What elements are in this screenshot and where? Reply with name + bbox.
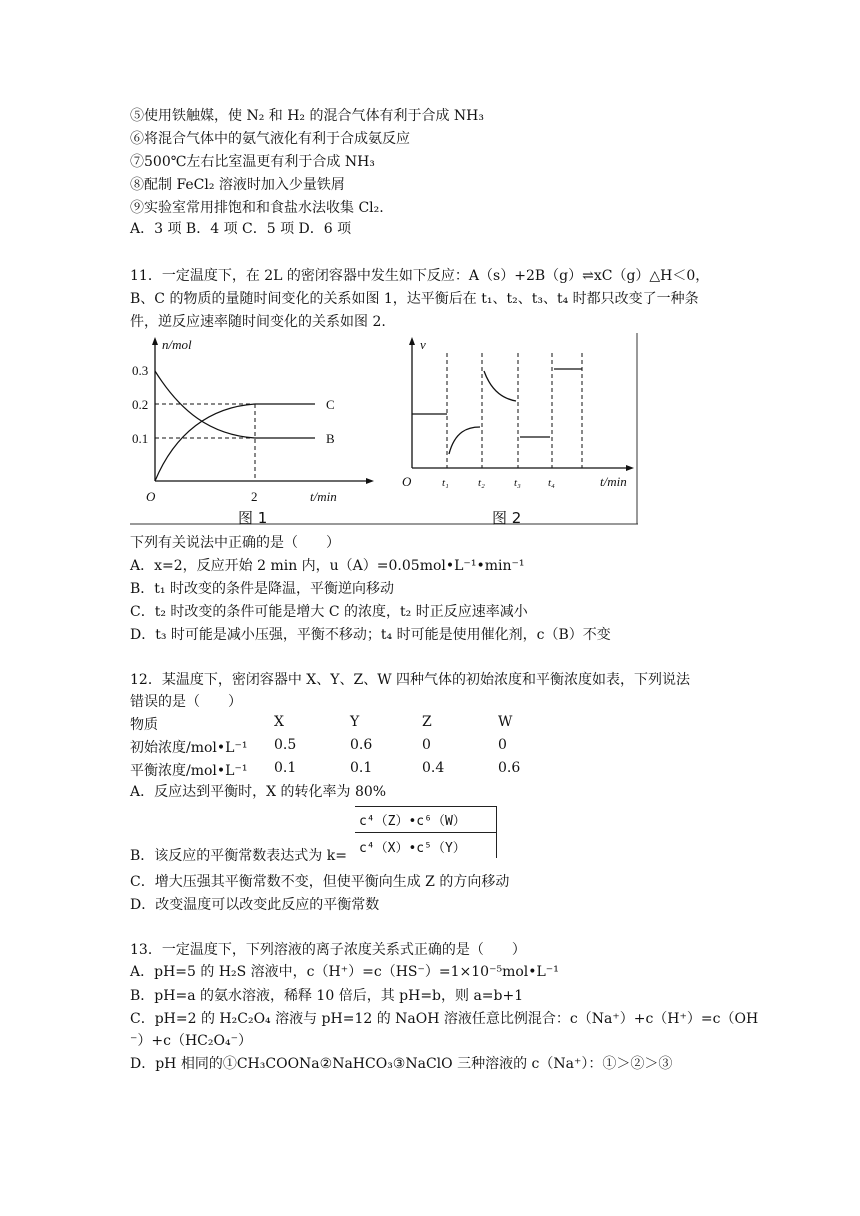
table-cell: 0.1	[274, 760, 297, 776]
fig1-x-axis-label: t/min	[310, 489, 337, 504]
q13-stem: 13．一定温度下，下列溶液的离子浓度关系式正确的是（ ）	[130, 942, 526, 958]
statement-7: ⑦500℃左右比室温更有利于合成 NH₃	[130, 154, 375, 170]
q11-question: 下列有关说法中正确的是（ ）	[130, 535, 340, 551]
fraction-numerator: c⁴（Z）•c⁶（W）	[359, 814, 466, 829]
table-cell: 0.4	[422, 760, 445, 776]
statement-6: ⑥将混合气体中的氨气液化有利于合成氨反应	[130, 131, 410, 147]
table-cell: 0.6	[350, 737, 373, 753]
q11-option-d: D．t₃ 时可能是减小压强，平衡不移动；t₄ 时可能是使用催化剂，c（B）不变	[130, 627, 611, 643]
fig2-y-axis-label: v	[420, 337, 426, 352]
q11-figures	[130, 333, 638, 525]
table-header-y: Y	[350, 714, 360, 730]
fig1-caption: 图 1	[238, 509, 268, 525]
fig1-xtick-2: 2	[251, 489, 258, 504]
fig2-xtick-t2: t₂	[478, 477, 485, 489]
fig2-xtick-t1: t₁	[442, 477, 449, 489]
q12-stem-line2: 错误的是（ ）	[130, 694, 242, 710]
fig1-ytick-0.3: 0.3	[132, 363, 149, 378]
fig2-segment-2	[484, 371, 516, 401]
q12-option-d: D．改变温度可以改变此反应的平衡常数	[130, 897, 380, 913]
table-cell: 0.6	[498, 760, 521, 776]
q11-stem-line1: 11．一定温度下，在 2L 的密闭容器中发生如下反应：A（s）+2B（g）⇌xC（g）△H＜0，	[130, 268, 710, 284]
fig1-curve-C	[155, 404, 315, 481]
table-row-equilibrium-label: 平衡浓度/mol•L⁻¹	[130, 763, 248, 779]
table-cell: 0.1	[350, 760, 373, 776]
fig2-xtick-t4: t₄	[548, 477, 555, 489]
q13-option-c-line1: C．pH=2 的 H₂C₂O₄ 溶液与 pH=12 的 NaOH 溶液任意比例混合：c（Na⁺）+c（H⁺）=c（OH	[130, 1011, 759, 1027]
fig1-label-B: B	[326, 431, 335, 446]
fig2-origin: O	[402, 474, 412, 489]
q10-options: A．3 项 B．4 项 C．5 项 D．6 项	[130, 221, 352, 237]
q13-option-b: B．pH=a 的氨水溶液，稀释 10 倍后，其 pH=b，则 a=b+1	[130, 988, 524, 1004]
equilibrium-constant-fraction	[355, 806, 497, 858]
table-header-z: Z	[422, 714, 432, 730]
table-cell: 0	[498, 737, 507, 753]
figure-1	[132, 337, 374, 525]
statement-5: ⑤使用铁触媒，使 N₂ 和 H₂ 的混合气体有利于合成 NH₃	[130, 108, 485, 124]
fig1-label-C: C	[326, 397, 335, 412]
fig2-xtick-t3: t₃	[514, 477, 521, 489]
q12-table	[130, 714, 590, 780]
q12-stem-line1: 12．某温度下，密闭容器中 X、Y、Z、W 四种气体的初始浓度和平衡浓度如表，下列说法	[130, 672, 691, 688]
q11-option-a: A．x=2，反应开始 2 min 内，u（A）=0.05mol•L⁻¹•min⁻¹	[130, 558, 525, 574]
table-header-x: X	[274, 714, 284, 730]
q12-option-c: C．增大压强其平衡常数不变，但使平衡向生成 Z 的方向移动	[130, 874, 510, 890]
q11-stem-line3: 件，逆反应速率随时间变化的关系如图 2.	[130, 314, 386, 330]
table-header-substance: 物质	[130, 717, 158, 733]
table-header-w: W	[498, 714, 513, 730]
q13-option-d: D．pH 相同的①CH₃COONa②NaHCO₃③NaClO 三种溶液的 c（Na⁺）：①＞②＞③	[130, 1056, 673, 1072]
q12-option-b: B．该反应的平衡常数表达式为 k=	[130, 848, 347, 864]
fraction-denominator: c⁴（X）•c⁵（Y）	[359, 841, 466, 856]
fig1-ytick-0.2: 0.2	[132, 397, 149, 412]
fig2-caption: 图 2	[492, 509, 522, 525]
fig2-segment-1	[449, 427, 480, 454]
table-cell: 0.5	[274, 737, 297, 753]
q13-option-c-line2: ⁻）+c（HC₂O₄⁻）	[130, 1033, 252, 1049]
fig1-y-axis-label: n/mol	[162, 337, 192, 352]
fig1-ytick-0.1: 0.1	[132, 431, 149, 446]
table-cell: 0	[422, 737, 431, 753]
q11-option-b: B．t₁ 时改变的条件是降温，平衡逆向移动	[130, 581, 394, 597]
statement-9: ⑨实验室常用排饱和和食盐水法收集 Cl₂.	[130, 200, 384, 216]
statement-8: ⑧配制 FeCl₂ 溶液时加入少量铁屑	[130, 177, 345, 193]
q12-option-a: A．反应达到平衡时，X 的转化率为 80%	[130, 784, 387, 800]
fig1-origin: O	[146, 489, 156, 504]
q11-option-c: C．t₂ 时改变的条件可能是增大 C 的浓度，t₂ 时正反应速率减小	[130, 604, 528, 620]
q13-option-a: A．pH=5 的 H₂S 溶液中，c（H⁺）=c（HS⁻）=1×10⁻⁵mol•L⁻¹	[130, 964, 559, 980]
fig2-x-axis-label: t/min	[600, 474, 627, 489]
q11-stem-line2: B、C 的物质的量随时间变化的关系如图 1，达平衡后在 t₁、t₂、t₃、t₄ 时都只改变了一种条	[130, 291, 699, 307]
figure-2	[402, 337, 634, 525]
table-row-initial-label: 初始浓度/mol•L⁻¹	[130, 740, 248, 756]
